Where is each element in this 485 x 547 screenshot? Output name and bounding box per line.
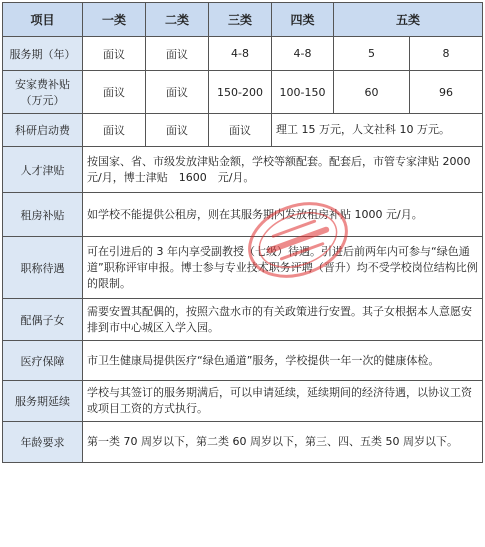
table-row [3,381,483,422]
header-row [3,3,483,37]
cell: 60 [334,71,410,114]
cell: 面议 [209,114,272,147]
row-label: 科研启动费 [3,114,83,147]
table-row [3,37,483,71]
cell: 面议 [83,71,146,114]
table-row [3,114,483,147]
cell: 理工 15 万元，人文社科 10 万元。 [272,114,483,147]
cell: 面议 [146,71,209,114]
table-row [3,71,483,114]
row-label: 职称待遇 [3,237,83,299]
row-label: 年龄要求 [3,422,83,463]
cell: 面议 [146,114,209,147]
cell: 4-8 [272,37,334,71]
row-label: 人才津贴 [3,147,83,193]
row-label: 服务期（年） [3,37,83,71]
cell: 5 [334,37,410,71]
table-row [3,147,483,193]
cell: 96 [410,71,483,114]
cell: 学校与其签订的服务期满后，可以申请延续，延续期间的经济待遇，以协议工资或项目工资的方式执行。 [83,381,483,422]
row-label: 服务期延续 [3,381,83,422]
table-row [3,299,483,341]
cell: 100-150 [272,71,334,114]
header-item: 项目 [3,3,83,37]
header-class5: 五类 [334,3,483,37]
header-class3: 三类 [209,3,272,37]
cell: 市卫生健康局提供医疗“绿色通道”服务，学校提供一年一次的健康体检。 [83,341,483,381]
cell: 面议 [83,114,146,147]
cell: 面议 [83,37,146,71]
table-row [3,341,483,381]
cell: 150-200 [209,71,272,114]
row-label: 安家费补贴（万元） [3,71,83,114]
cell: 8 [410,37,483,71]
row-label: 租房补贴 [3,193,83,237]
row-label: 医疗保障 [3,341,83,381]
table-row [3,193,483,237]
cell: 面议 [146,37,209,71]
cell: 第一类 70 周岁以下，第二类 60 周岁以下，第三、四、五类 50 周岁以下。 [83,422,483,463]
cell: 可在引进后的 3 年内享受副教授（七级）待遇。引进后前两年内可参与“绿色通道”职称评审申报。博士参与专业技术职务评聘（晋升）均不受学校岗位结构比例的限制。 [83,237,483,299]
table-row [3,237,483,299]
cell: 需要安置其配偶的，按照六盘水市的有关政策进行安置。其子女根据本人意愿安排到市中心城区入学入园。 [83,299,483,341]
table-row [3,422,483,463]
cell: 按国家、省、市级发放津贴金额，学校等额配套。配套后，市管专家津贴 2000 元/月，博士津贴 1600 元/月。 [83,147,483,193]
header-class4: 四类 [272,3,334,37]
header-class2: 二类 [146,3,209,37]
benefits-table [2,2,483,463]
row-label: 配偶子女 [3,299,83,341]
cell: 4-8 [209,37,272,71]
header-class1: 一类 [83,3,146,37]
cell: 如学校不能提供公租房，则在其服务期内发放租房补贴 1000 元/月。 [83,193,483,237]
